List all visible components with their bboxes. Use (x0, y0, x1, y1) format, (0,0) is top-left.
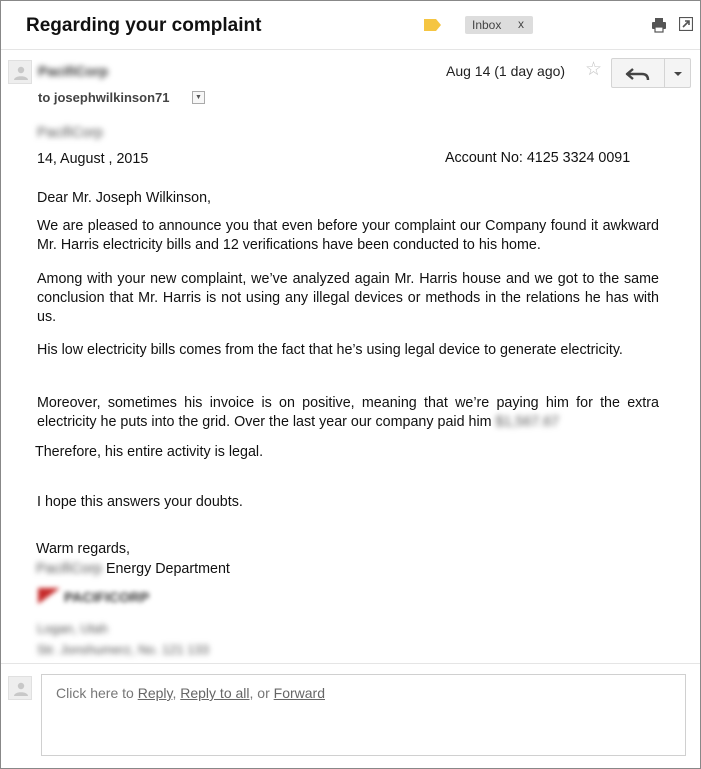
paragraph-1: We are pleased to announce you that even before your complaint our Company found it awkward Mr. Harris electricity bills and 12 verifications have been conducted to his home. (37, 218, 659, 253)
paragraph-3: His low electricity bills comes from the fact that he’s using legal device to generate electricity. (37, 342, 623, 358)
my-avatar (8, 676, 32, 700)
sender-name[interactable]: PacifiCorp (38, 63, 109, 79)
reply-hint-prefix: Click here to (56, 685, 138, 701)
person-icon (9, 61, 33, 85)
address-line-2-text: Str. Jonshumerz, No. 121 133 (37, 642, 209, 657)
star-icon[interactable]: ☆ (585, 59, 603, 80)
logo-text: PACIFICORP (64, 589, 150, 605)
new-window-icon[interactable] (679, 17, 693, 31)
label-tag-icon[interactable] (424, 19, 441, 31)
account-number: Account No: 4125 3324 0091 (445, 150, 631, 166)
email-subject: Regarding your complaint (26, 15, 262, 36)
signature-company-redacted: PacifiCorp (36, 561, 102, 577)
recipient-line: to josephwilkinson71 (38, 90, 170, 105)
company-logo (38, 586, 168, 608)
company-line (37, 124, 659, 143)
show-details-chevron-icon[interactable]: ▼ (192, 91, 205, 104)
reply-hint (56, 685, 325, 701)
paragraph-2: Among with your new complaint, we’ve analyzed again Mr. Harris house and we got to the same conclusion that Mr. Harris is not using any illegal devices or methods in the relations he has with us. (37, 271, 659, 325)
reply-button[interactable] (611, 58, 665, 88)
company-name-redacted: PacifiCorp (37, 125, 103, 141)
inbox-label-text: Inbox (472, 18, 502, 32)
paragraph-4 (37, 394, 659, 432)
paragraph-5: Therefore, his entire activity is legal. (35, 444, 264, 460)
reply-link[interactable]: Reply (137, 685, 173, 701)
address-line-1 (37, 619, 659, 638)
quick-reply-box[interactable] (41, 674, 686, 756)
paragraph-6: I hope this answers your doubts. (37, 494, 243, 510)
inbox-label-chip[interactable] (465, 16, 533, 34)
print-icon[interactable] (651, 17, 667, 33)
forward-link[interactable]: Forward (273, 685, 325, 701)
header-divider (1, 49, 700, 50)
more-actions-button[interactable] (665, 58, 691, 88)
person-icon (9, 677, 33, 701)
logo-mark-icon (38, 588, 60, 604)
payment-amount-redacted: $1,567.67 (495, 414, 560, 430)
letter-date: 14, August , 2015 (37, 151, 149, 167)
closing: Warm regards, (36, 541, 131, 557)
footer-divider (1, 663, 700, 664)
reply-hint-sep-2: , or (249, 685, 274, 701)
dropdown-triangle-icon (665, 59, 691, 89)
signature-line (36, 560, 658, 579)
reply-hint-sep-1: , (172, 685, 181, 701)
message-date: Aug 14 (1 day ago) (446, 63, 566, 79)
salutation: Dear Mr. Joseph Wilkinson, (37, 190, 212, 206)
address-line-1-text: Logan, Utah (37, 621, 108, 636)
remove-label-button[interactable]: x (518, 17, 524, 31)
sender-avatar (8, 60, 32, 84)
reply-all-link[interactable]: Reply to all (180, 685, 250, 701)
reply-arrow-icon (612, 59, 666, 89)
paragraph-4-text: Moreover, sometimes his invoice is on positive, meaning that we’re paying him for the extra electricity he puts into the grid. Over the last year our company paid him (37, 395, 659, 430)
address-line-2 (37, 640, 659, 659)
signature-department: Energy Department (105, 561, 230, 577)
